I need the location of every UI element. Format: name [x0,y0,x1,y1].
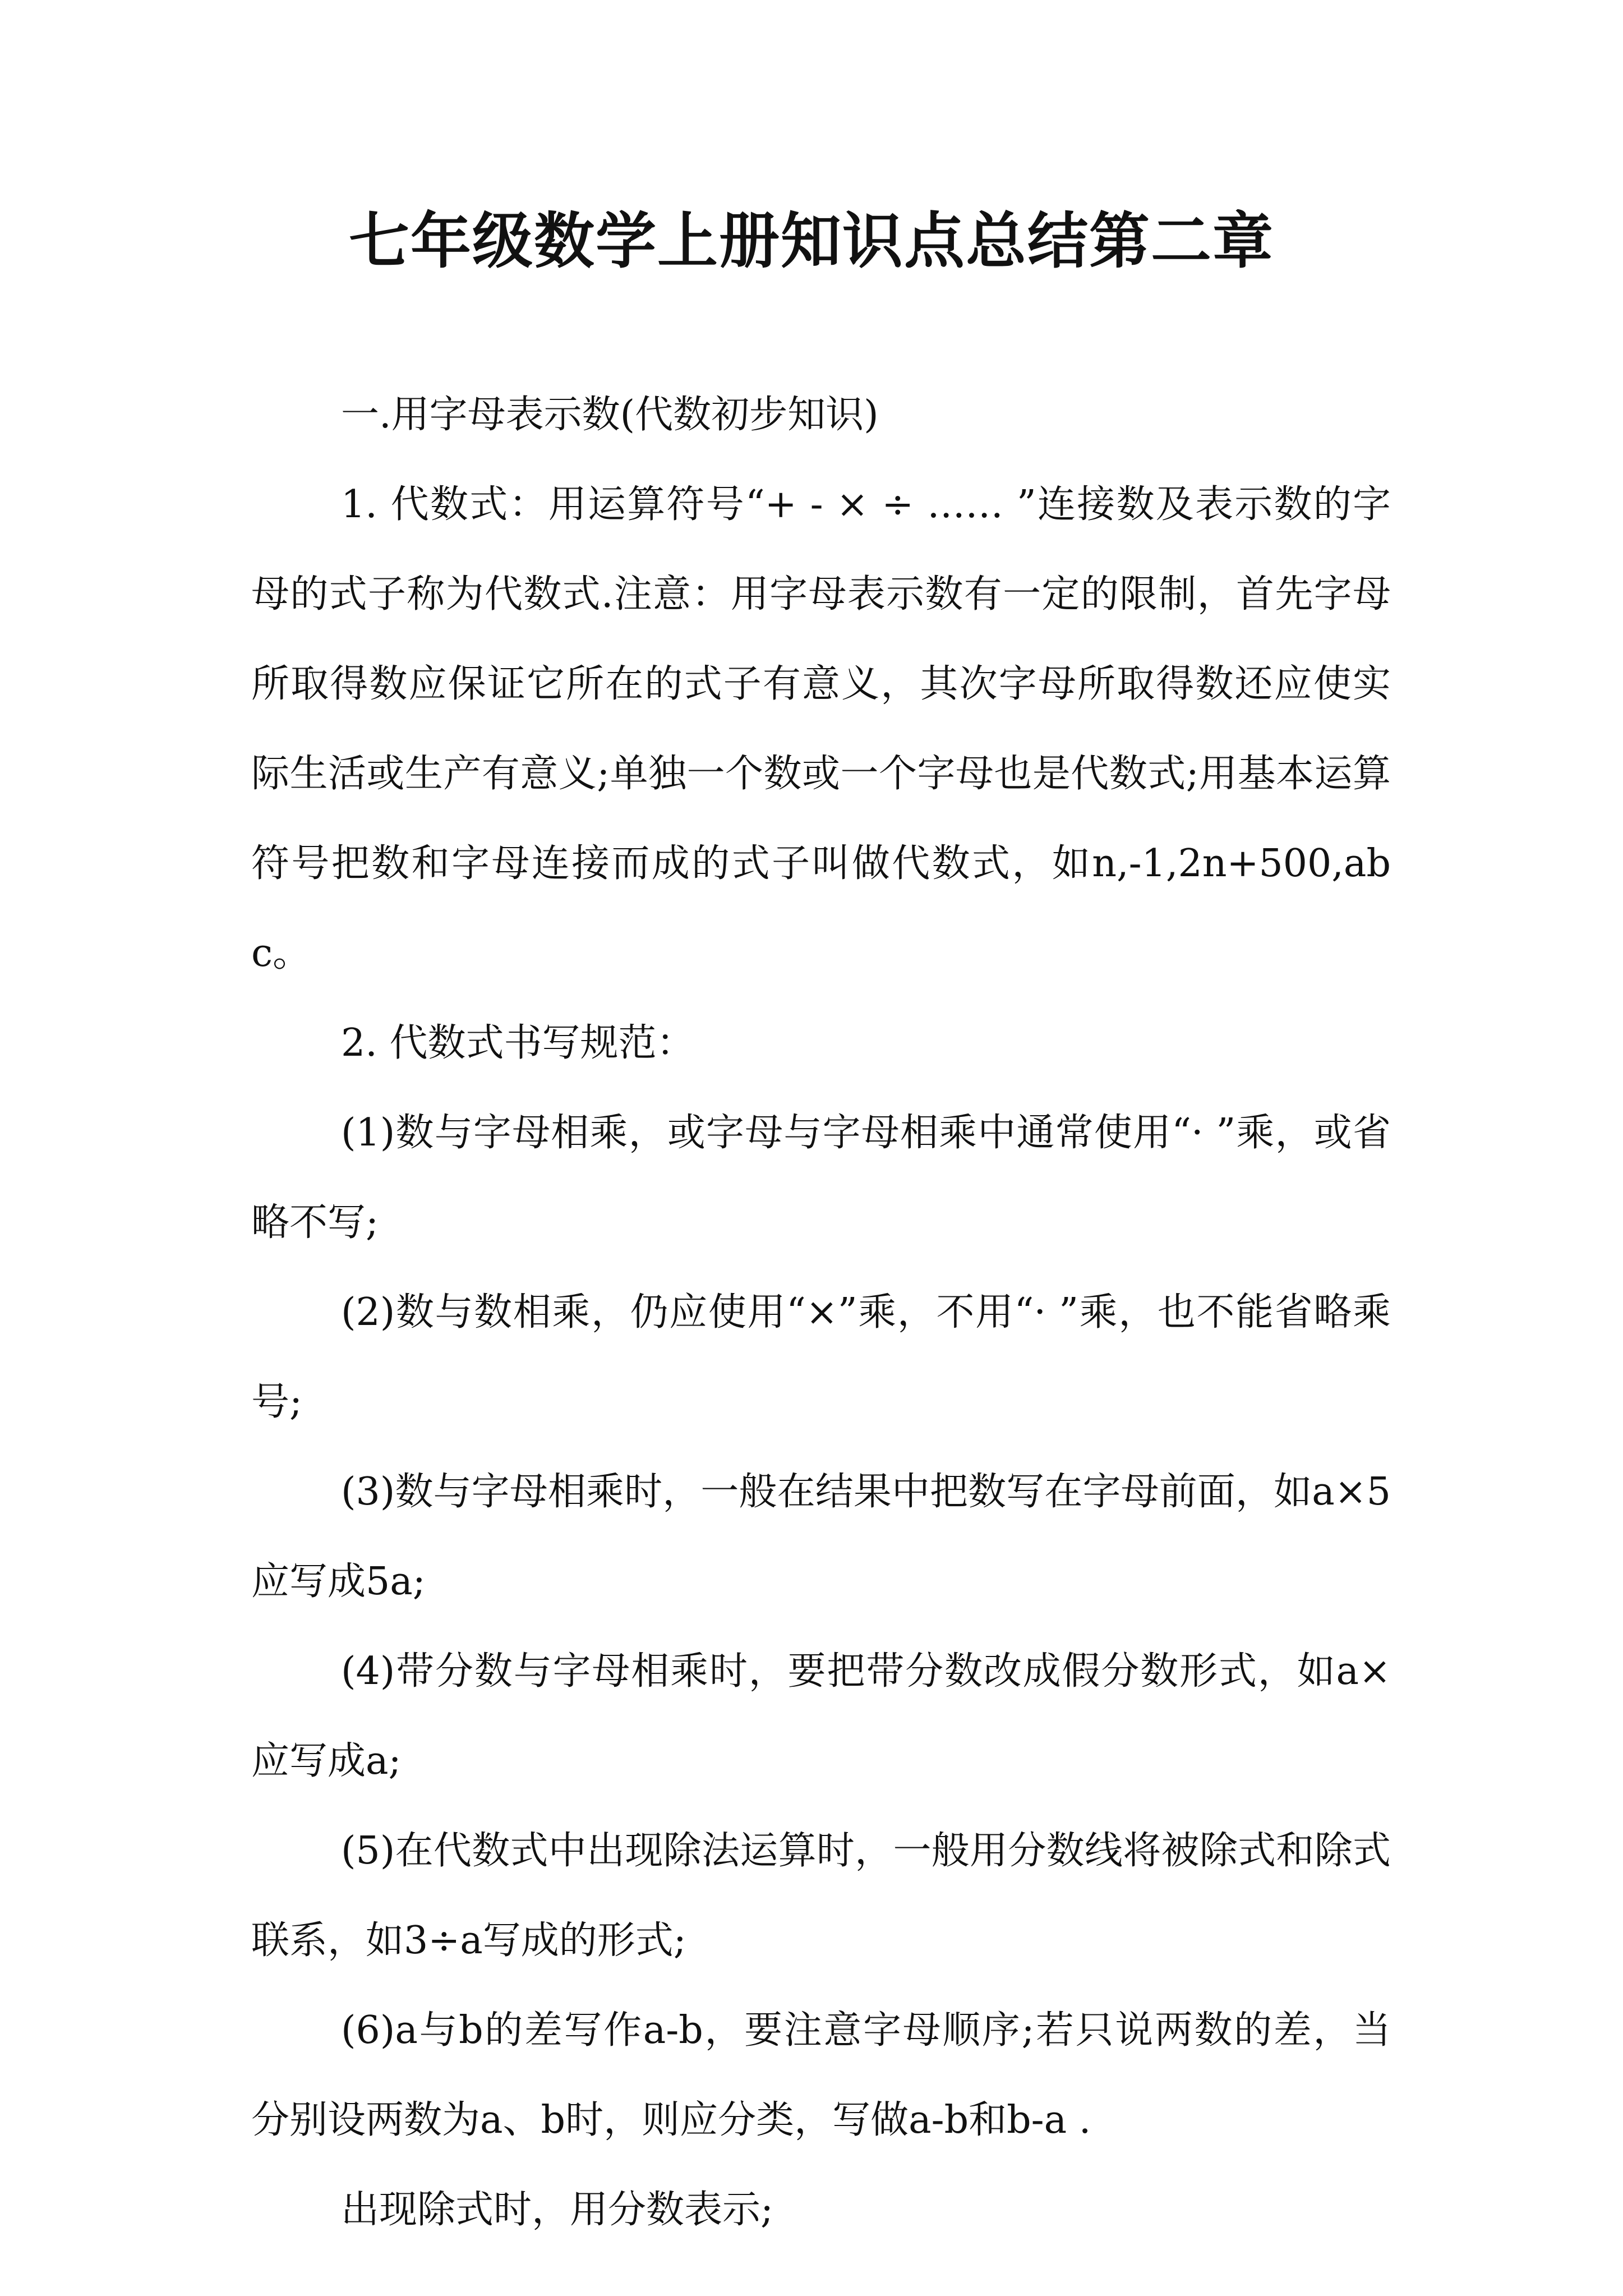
paragraph-rule-5: (5)在代数式中出现除法运算时，一般用分数线将被除式和除式联系，如3÷a写成的形式; [251,1829,1391,1963]
paragraph-writing-rules-heading: 2. 代数式书写规范： [341,1021,695,1065]
paragraph-rule-4: (4)带分数与字母相乘时，要把带分数改成假分数形式，如a×应写成a; [251,1649,1391,1783]
paragraph-rule-1: (1)数与字母相乘，或字母与字母相乘中通常使用“· ”乘，或省略不写; [251,1111,1391,1245]
paragraph-rule-3: (3)数与字母相乘时，一般在结果中把数写在字母前面，如a×5应写成5a; [251,1470,1391,1604]
paragraph-algebraic-expression-definition: 1. 代数式：用运算符号“+ - × ÷ …… ”连接数及表示数的字母的式子称为代数式.注意：用字母表示数有一定的限制，首先字母所取得数应保证它所在的式子有意义，其次字母所取得数还应使实际生活或生产有意义;单独一个数或一个字母也是代数式;用基本运算符号把数和字母连接而成的式子叫做代数式，如n,-1,2n+500,abc。 [251,482,1391,976]
paragraph-division-note: 出现除式时，用分数表示; [341,2188,773,2232]
document-body [251,370,1391,2255]
paragraph-rule-2: (2)数与数相乘，仍应使用“×”乘，不用“· ”乘，也不能省略乘号; [251,1290,1391,1424]
document-title: 七年级数学上册知识点总结第二章 [348,206,1274,277]
section-heading: 一.用字母表示数(代数初步知识) [341,393,879,437]
paragraph-rule-6: (6)a与b的差写作a-b，要注意字母顺序;若只说两数的差，当分别设两数为a、b时，则应分类，写做a-b和b-a . [251,2008,1391,2142]
